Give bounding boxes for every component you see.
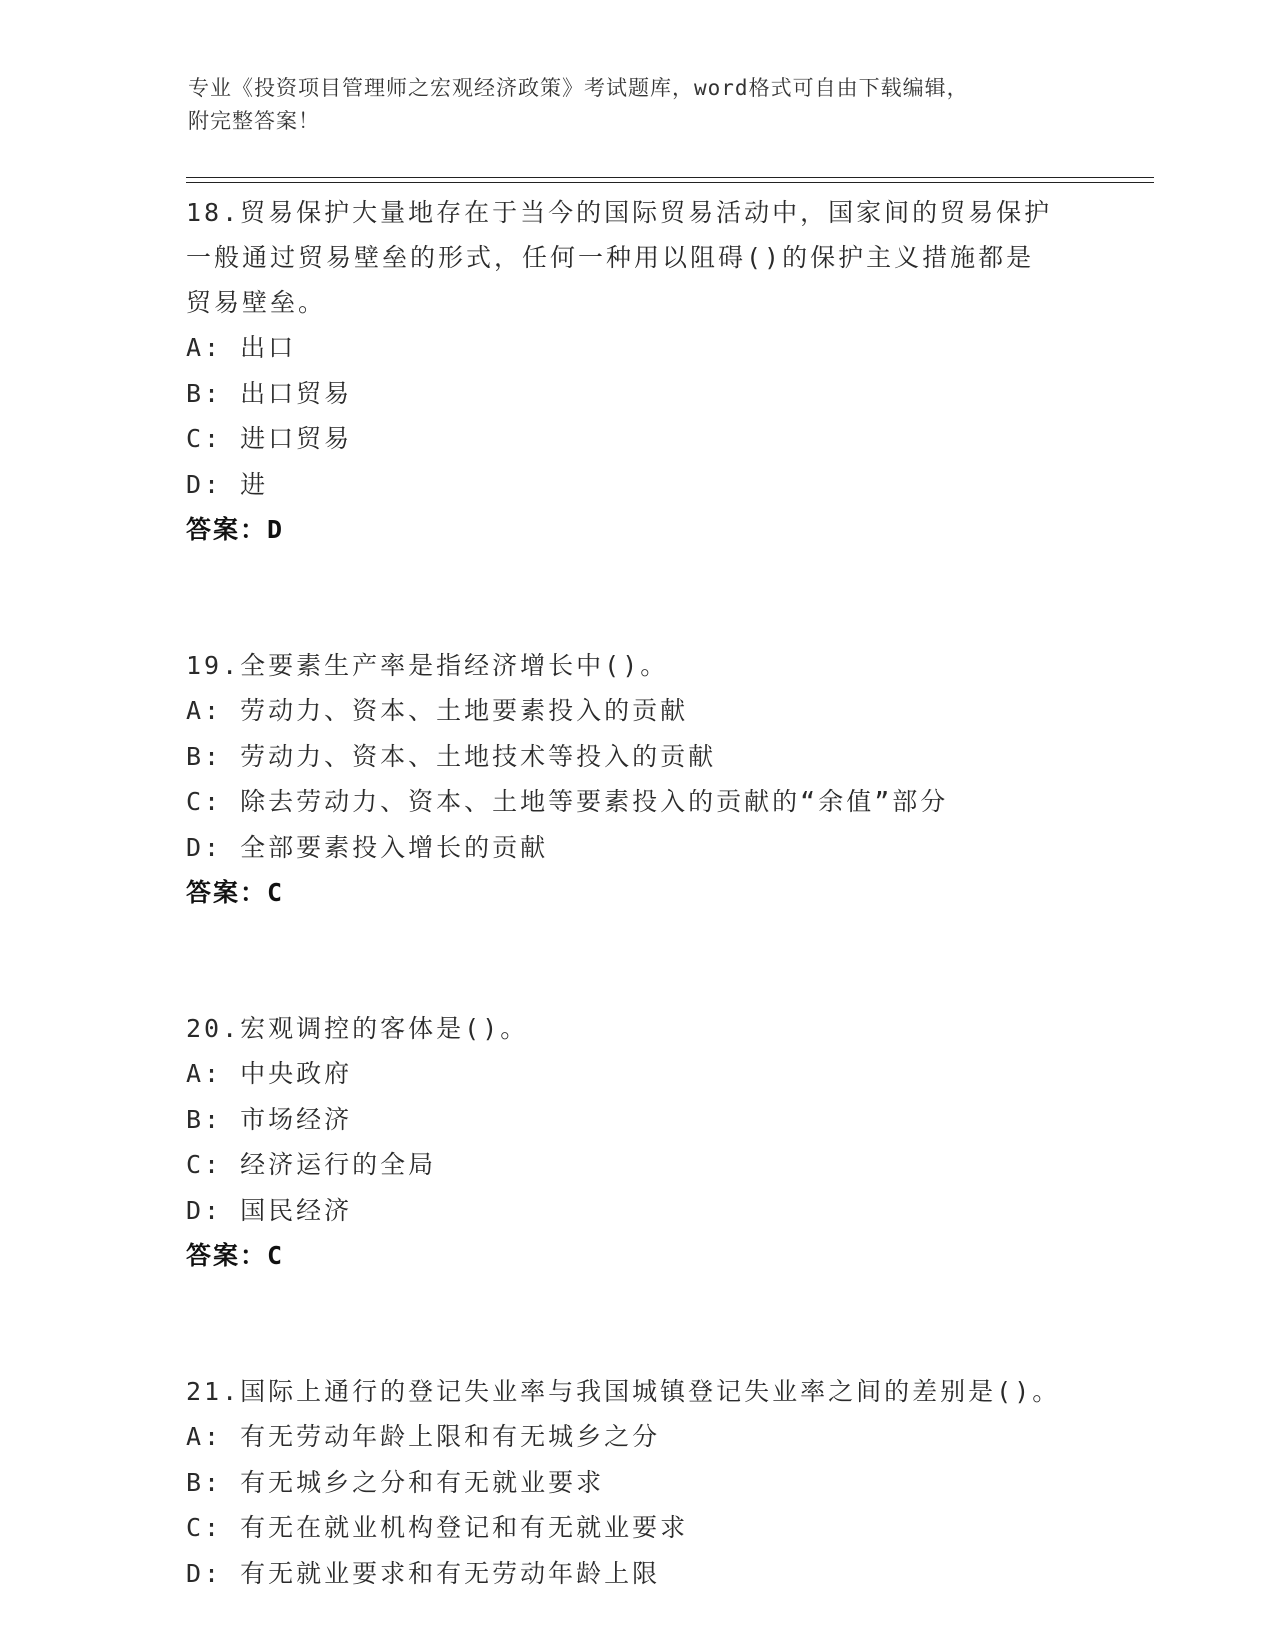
- option-c: C: 除去劳动力、资本、土地等要素投入的贡献的“余值”部分: [186, 787, 949, 816]
- option-c: C: 进口贸易: [186, 424, 353, 453]
- question-stem-line: 贸易壁垒。: [186, 288, 327, 317]
- header-rule-bottom: [186, 182, 1154, 183]
- option-d: D: 全部要素投入增长的贡献: [186, 832, 549, 862]
- header-rule-top: [186, 177, 1154, 178]
- answer: 答案：C: [186, 1241, 285, 1270]
- header-line-2: 附完整答案！: [188, 109, 320, 133]
- question-21: [186, 1369, 1106, 1596]
- option-b: B: 市场经济: [186, 1104, 353, 1134]
- option-a: A: 出口: [186, 333, 297, 362]
- question-list: [186, 190, 1106, 1596]
- option-c: C: 经济运行的全局: [186, 1150, 437, 1179]
- option-a: A: 中央政府: [186, 1059, 353, 1088]
- option-b: B: 劳动力、资本、土地技术等投入的贡献: [186, 741, 717, 771]
- option-b: B: 有无城乡之分和有无就业要求: [186, 1467, 605, 1497]
- question-gap: [186, 916, 1106, 1006]
- question-stem-line: 19.全要素生产率是指经济增长中()。: [186, 651, 669, 680]
- option-c: C: 有无在就业机构登记和有无就业要求: [186, 1513, 689, 1542]
- question-gap: [186, 1279, 1106, 1369]
- option-b: B: 出口贸易: [186, 378, 353, 408]
- answer: 答案：D: [186, 515, 285, 544]
- page-header: [188, 72, 1088, 138]
- question-19: [186, 643, 1106, 916]
- header-line-1: 专业《投资项目管理师之宏观经济政策》考试题库，word格式可自由下载编辑，: [188, 76, 969, 100]
- option-d: D: 有无就业要求和有无劳动年龄上限: [186, 1558, 661, 1588]
- answer: 答案：C: [186, 878, 285, 907]
- question-20: [186, 1006, 1106, 1279]
- option-a: A: 有无劳动年龄上限和有无城乡之分: [186, 1422, 661, 1451]
- question-stem-line: 20.宏观调控的客体是()。: [186, 1014, 529, 1043]
- question-gap: [186, 553, 1106, 643]
- option-a: A: 劳动力、资本、土地要素投入的贡献: [186, 696, 689, 725]
- option-d: D: 进: [186, 469, 269, 499]
- question-stem-line: 一般通过贸易壁垒的形式，任何一种用以阻碍()的保护主义措施都是: [186, 243, 1035, 272]
- question-stem-line: 21.国际上通行的登记失业率与我国城镇登记失业率之间的差别是()。: [186, 1377, 1061, 1406]
- option-d: D: 国民经济: [186, 1195, 353, 1225]
- question-stem-line: 18.贸易保护大量地存在于当今的国际贸易活动中，国家间的贸易保护: [186, 198, 1053, 227]
- question-18: [186, 190, 1106, 553]
